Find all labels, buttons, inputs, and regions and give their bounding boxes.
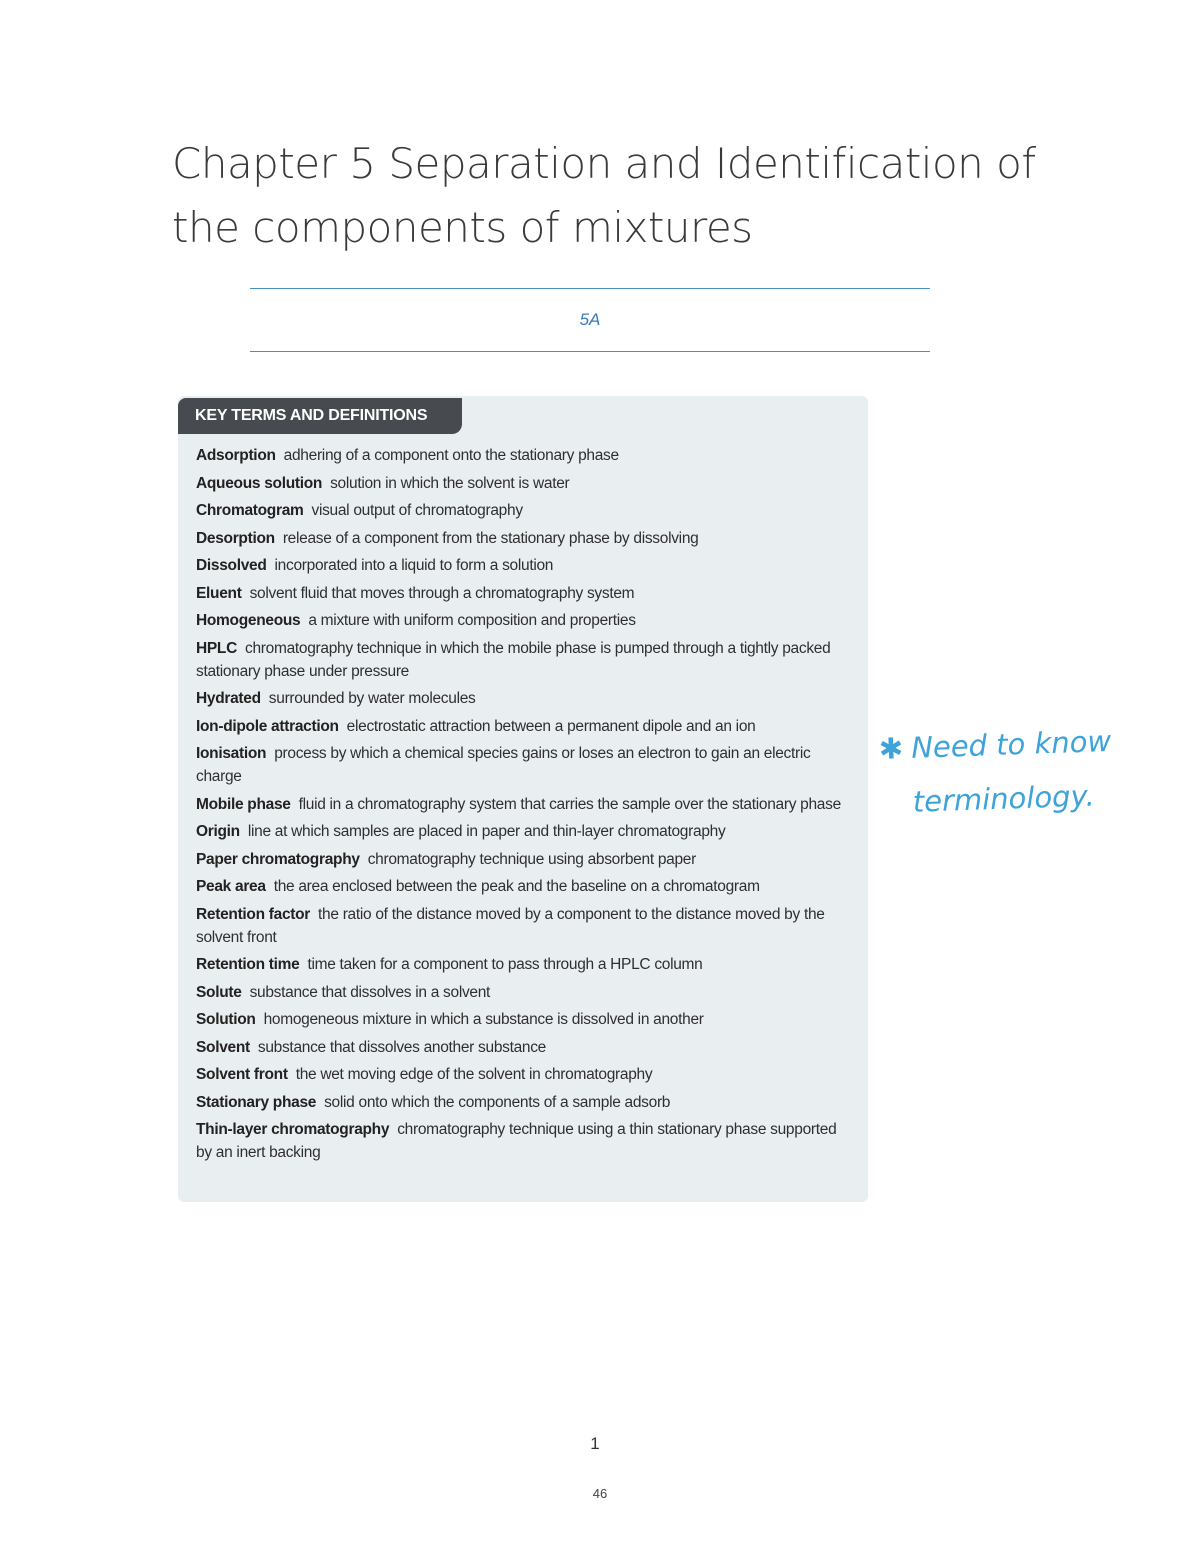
term-definition: fluid in a chromatography system that carries the sample over the stationary phase [298,795,841,813]
term-entry [196,793,846,816]
term-name: Solution [196,1011,256,1028]
term-name: Solvent front [196,1066,288,1083]
term-entry [196,687,846,710]
term-name: Ionisation [196,745,267,762]
term-definition: homogeneous mixture in which a substance is dissolved in another [263,1011,704,1028]
handwritten-note [878,713,1142,830]
term-entry [196,953,846,976]
term-name: Desorption [196,529,275,547]
term-entry [196,903,846,949]
term-entry [196,582,846,605]
term-name: Chromatogram [196,502,304,519]
term-definition: solution in which the solvent is water [330,474,570,492]
term-entry [196,499,846,522]
top-rule [250,288,930,289]
term-entry [196,981,846,1004]
term-entry [196,1091,846,1114]
term-entry [196,609,846,632]
term-definition: release of a component from the stationary phase by dissolving [282,529,699,547]
term-name: Retention factor [196,905,311,923]
term-definition: visual output of chromatography [311,502,523,519]
term-definition: the wet moving edge of the solvent in chromatography [295,1066,653,1083]
note-line-1 [878,713,1140,776]
term-name: Adsorption [196,447,276,464]
term-definition: process by which a chemical species gains or loses an electron to gain an electric charge [196,745,811,785]
term-entry [196,1063,846,1086]
page-number: 1 [590,1434,600,1453]
term-entry [196,637,846,683]
note-text-2: terminology. [912,778,1096,819]
term-definition: time taken for a component to pass through a HPLC column [307,956,703,973]
term-definition: chromatography technique using absorbent paper [367,850,696,868]
term-entry [196,1118,846,1164]
stamp-number: 46 [592,1486,608,1501]
term-entry [196,554,846,577]
term-name: Thin-layer chromatography [196,1121,390,1138]
term-definition: electrostatic attraction between a permanent dipole and an ion [346,717,756,735]
key-terms-header: KEY TERMS AND DEFINITIONS [178,398,462,434]
term-name: Homogeneous [196,612,301,629]
section-label: 5A [579,310,601,329]
term-definition: a mixture with uniform composition and properties [308,612,636,629]
term-definition: chromatography technique using a thin stationary phase supported by an inert backing [196,1121,837,1161]
note-text-1: Need to know [910,723,1112,765]
term-definition: line at which samples are placed in paper and thin-layer chromatography [247,823,726,840]
term-entry [196,472,846,495]
term-entry [196,527,846,550]
term-entry [196,875,846,898]
term-definition: surrounded by water molecules [268,690,476,707]
term-entry [196,1008,846,1031]
key-terms-list [196,444,846,1169]
term-name: Ion-dipole attraction [196,717,339,735]
bottom-rule [250,351,930,352]
term-entry [196,1036,846,1059]
term-name: Mobile phase [196,795,291,813]
term-definition: substance that dissolves another substance [257,1038,547,1056]
term-name: Stationary phase [196,1093,317,1111]
term-definition: the area enclosed between the peak and the baseline on a chromatogram [273,878,760,895]
term-name: Solute [196,983,242,1001]
term-name: Solvent [196,1038,250,1056]
term-definition: the ratio of the distance moved by a component to the distance moved by the solvent front [196,905,825,946]
term-definition: substance that dissolves in a solvent [249,983,491,1001]
term-definition: chromatography technique in which the mobile phase is pumped through a tightly packed stationary phase under pressure [196,639,831,680]
note-line-2 [880,767,1142,830]
asterisk-icon: ✱ [878,731,904,766]
term-definition: solvent fluid that moves through a chromatography system [249,584,635,602]
term-entry [196,444,846,467]
term-entry [196,715,846,738]
term-name: Origin [196,823,240,840]
term-name: Retention time [196,956,300,973]
term-definition: solid onto which the components of a sample adsorb [324,1093,671,1111]
term-name: Paper chromatography [196,850,360,868]
term-name: Peak area [196,878,266,895]
term-name: Eluent [196,584,242,602]
term-name: Dissolved [196,557,267,574]
term-entry [196,820,846,843]
term-definition: incorporated into a liquid to form a solution [274,557,554,574]
term-entry [196,848,846,871]
page-title: Chapter 5 Separation and Identification of the components of mixtures [172,139,1036,252]
term-name: Aqueous solution [196,474,323,492]
term-entry [196,742,846,788]
term-name: HPLC [196,639,237,657]
term-definition: adhering of a component onto the stationary phase [283,447,619,464]
term-name: Hydrated [196,690,261,707]
